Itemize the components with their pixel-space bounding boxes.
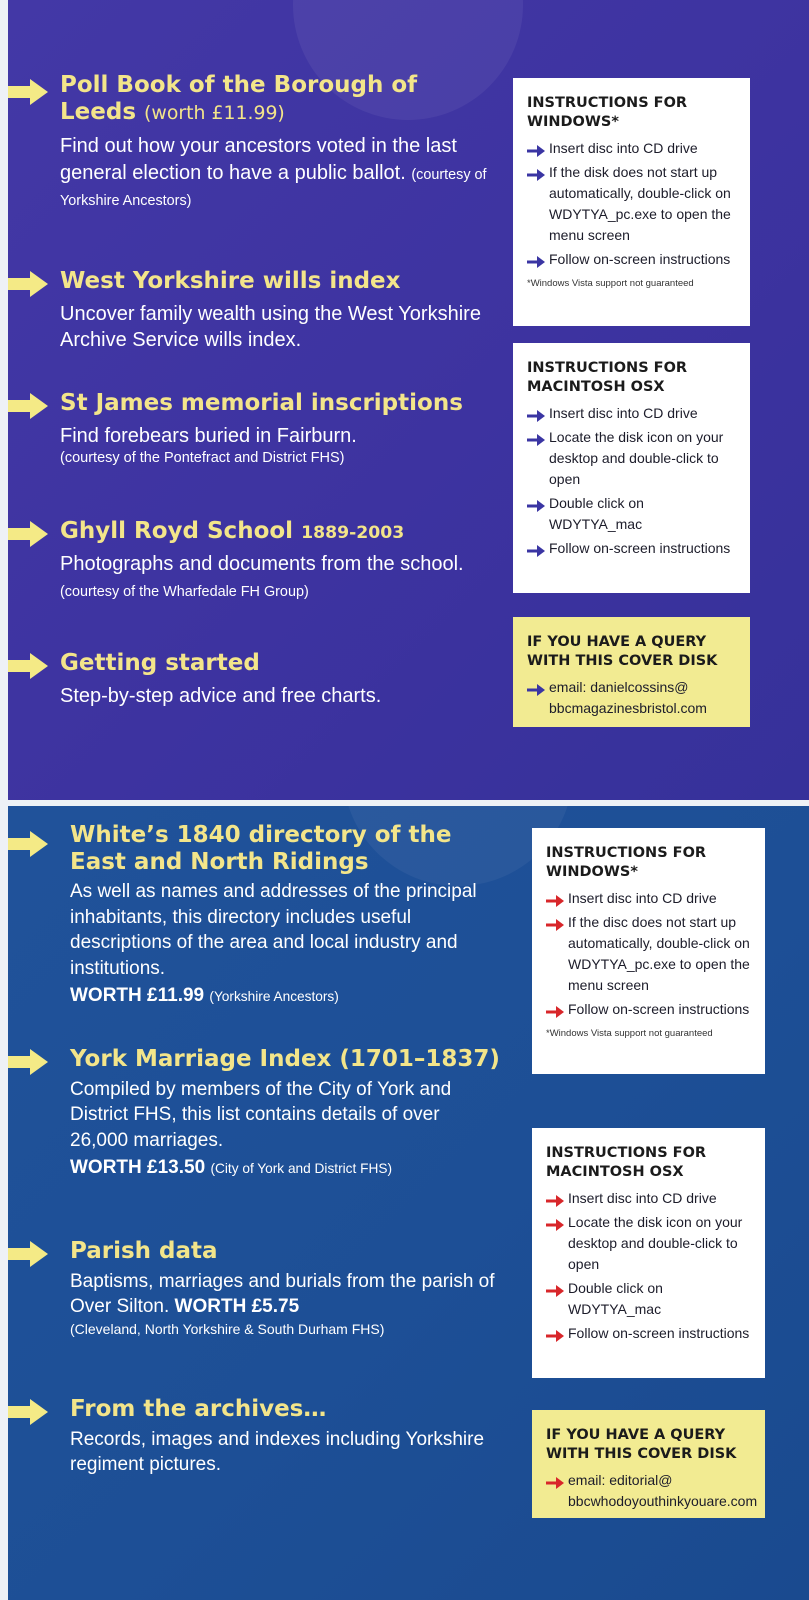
item-description-text: Find out how your ancestors voted in the last general election to have a public ballot. [60, 135, 457, 184]
list-item [546, 888, 751, 909]
item-description: Uncover family wealth using the West Yorkshire Archive Service wills index. [60, 302, 481, 352]
contact-email: email: danielcossins@ bbcmagazinesbristol.com [549, 678, 707, 716]
right-arrow-icon [8, 832, 48, 856]
item-description: As well as names and addresses of the principal inhabitants, this directory includes useful descriptions of the area and local industry and institutions. [70, 881, 477, 979]
list-item [546, 999, 751, 1020]
step-text: Follow on-screen instructions [568, 1000, 750, 1017]
step-text: Locate the disk icon on your desktop and double-click to open [568, 1213, 743, 1272]
step-text: Follow on-screen instructions [568, 1324, 750, 1341]
box-heading: INSTRUCTIONS FOR WINDOWS* [527, 95, 688, 130]
item-worth: (worth £11.99) [144, 101, 285, 124]
list-item [546, 912, 751, 996]
list-item [527, 162, 736, 246]
box-heading: IF YOU HAVE A QUERY WITH THIS COVER DISK [527, 634, 718, 669]
bottom-disc-sleeve [8, 806, 809, 1600]
item-title [60, 518, 500, 545]
windows-instructions-box [513, 78, 750, 326]
step-text: Insert disc into CD drive [568, 1189, 717, 1206]
arrow-bullet-icon [546, 1327, 564, 1339]
list-item [527, 427, 736, 490]
step-text: Insert disc into CD drive [568, 889, 717, 906]
list-item [527, 249, 736, 270]
right-arrow-icon [8, 654, 48, 678]
item-title: White’s 1840 directory of the East and North Ridings [70, 822, 452, 875]
item-credit: (City of York and District FHS) [210, 1161, 393, 1177]
step-text: If the disk does not start up automatically, double-click on WDYTYA_pc.exe to open the menu screen [549, 163, 731, 243]
right-arrow-icon [8, 1050, 48, 1074]
item-title: Getting started [60, 650, 260, 676]
item-worth-line [70, 1155, 500, 1180]
item-title-text: Poll Book of the Borough of Leeds [60, 72, 418, 125]
list-item [546, 1278, 751, 1320]
item-title: St James memorial inscriptions [60, 390, 463, 416]
right-arrow-icon [8, 80, 48, 104]
box-note: *Windows Vista support not guaranteed [546, 1027, 713, 1039]
contact-list [527, 677, 736, 719]
arrow-bullet-icon [527, 431, 545, 443]
item-worth: WORTH £5.75 [174, 1296, 300, 1318]
item-title: West Yorkshire wills index [60, 268, 401, 294]
item-credit: (courtesy of the Pontefract and District FHS) [60, 450, 345, 467]
item-title-text: Ghyll Royd School [60, 518, 294, 544]
item-worth: WORTH £13.50 [70, 1157, 206, 1179]
right-arrow-icon [8, 522, 48, 546]
item-title: Parish data [70, 1238, 218, 1264]
mac-instructions-box [513, 343, 750, 593]
box-note: *Windows Vista support not guaranteed [527, 277, 694, 289]
arrow-bullet-icon [527, 542, 545, 554]
arrow-bullet-icon [546, 892, 564, 904]
item-description [70, 1269, 500, 1320]
list-item [546, 1323, 751, 1344]
arrow-bullet-icon [546, 1216, 564, 1228]
item-description [60, 551, 500, 604]
windows-instructions-box [532, 828, 765, 1074]
step-text: Locate the disk icon on your desktop and double-click to open [549, 428, 724, 487]
query-box [513, 617, 750, 727]
arrow-bullet-icon [546, 1474, 564, 1486]
list-item [527, 138, 736, 159]
list-item [527, 403, 736, 424]
item-title: York Marriage Index (1701–1837) [70, 1046, 500, 1072]
box-heading: INSTRUCTIONS FOR MACINTOSH OSX [546, 1145, 707, 1180]
list-item [527, 493, 736, 535]
list-item [546, 1470, 758, 1512]
right-arrow-icon [8, 272, 48, 296]
steps-list [546, 1188, 751, 1344]
arrow-bullet-icon [527, 253, 545, 265]
item-credit: (Cleveland, North Yorkshire & South Durham FHS) [70, 1320, 385, 1337]
right-arrow-icon [8, 394, 48, 418]
arrow-bullet-icon [546, 1003, 564, 1015]
item-description-text: Photographs and documents from the school. [60, 552, 464, 575]
step-text: Insert disc into CD drive [549, 139, 698, 156]
arrow-bullet-icon [546, 1282, 564, 1294]
step-text: Follow on-screen instructions [549, 250, 731, 267]
steps-list [527, 138, 736, 270]
arrow-bullet-icon [527, 407, 545, 419]
item-title: From the archives… [70, 1396, 327, 1422]
contact-email: email: editorial@ bbcwhodoyouthinkyouare.com [568, 1471, 758, 1509]
list-item [546, 1212, 751, 1275]
item-description: Compiled by members of the City of York and District FHS, this list contains details of over 26,000 marriages. [70, 1078, 452, 1151]
step-text: Double click on WDYTYA_mac [549, 494, 644, 532]
steps-list [546, 888, 751, 1020]
step-text: If the disc does not start up automatically, double-click on WDYTYA_pc.exe to open the menu screen [568, 913, 750, 993]
item-description-text: Baptisms, marriages and burials from the parish of Over Silton. [70, 1270, 495, 1318]
arrow-bullet-icon [527, 142, 545, 154]
step-text: Double click on WDYTYA_mac [568, 1279, 663, 1317]
item-credit: (Yorkshire Ancestors) [209, 989, 339, 1005]
box-heading: INSTRUCTIONS FOR MACINTOSH OSX [527, 360, 688, 395]
list-item [546, 1188, 751, 1209]
item-description [60, 133, 500, 212]
arrow-bullet-icon [546, 916, 564, 928]
list-item [527, 677, 736, 719]
item-description: Step-by-step advice and free charts. [60, 684, 382, 707]
arrow-bullet-icon [527, 166, 545, 178]
steps-list [527, 403, 736, 559]
contact-list [546, 1470, 758, 1512]
item-credit: (courtesy of the Wharfedale FH Group) [60, 584, 309, 601]
step-text: Follow on-screen instructions [549, 539, 731, 556]
item-description: Find forebears buried in Fairburn. [60, 424, 357, 447]
box-heading: INSTRUCTIONS FOR WINDOWS* [546, 845, 707, 880]
right-arrow-icon [8, 1242, 48, 1266]
item-credit: (courtesy of Yorkshire Ancestors) [60, 166, 487, 210]
item-years: 1889-2003 [301, 523, 405, 543]
arrow-bullet-icon [527, 681, 545, 693]
item-title [60, 72, 500, 125]
top-disc-sleeve [8, 0, 809, 800]
item-description: Records, images and indexes including Yorkshire regiment pictures. [70, 1428, 485, 1476]
list-item [527, 538, 736, 559]
query-box [532, 1410, 765, 1518]
item-worth: WORTH £11.99 [70, 985, 205, 1007]
step-text: Insert disc into CD drive [549, 404, 698, 421]
right-arrow-icon [8, 1400, 48, 1424]
arrow-bullet-icon [527, 497, 545, 509]
arrow-bullet-icon [546, 1192, 564, 1204]
item-worth-line [70, 983, 500, 1008]
mac-instructions-box [532, 1128, 765, 1378]
box-heading: IF YOU HAVE A QUERY WITH THIS COVER DISK [546, 1427, 737, 1462]
